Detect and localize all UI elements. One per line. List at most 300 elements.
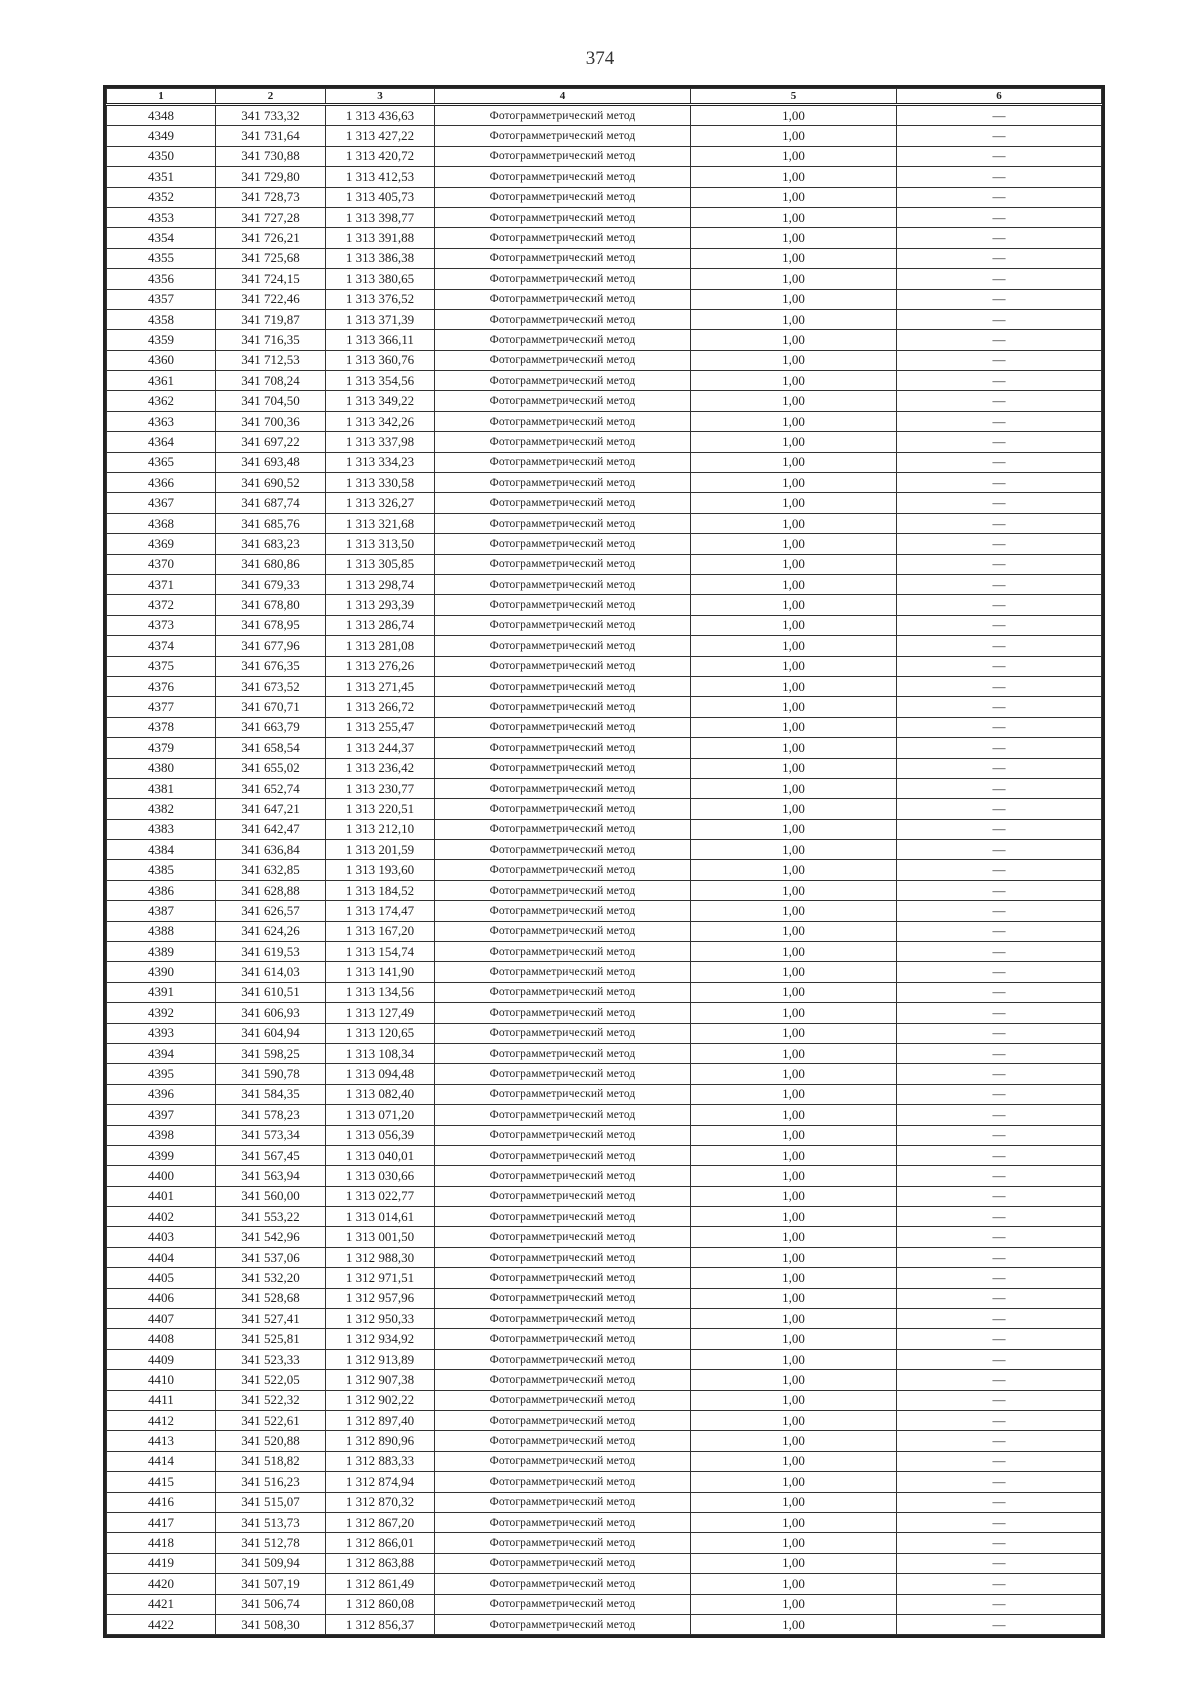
- point-number-cell: 4417: [107, 1512, 216, 1532]
- x-coordinate-cell: 341 693,48: [216, 452, 326, 472]
- accuracy-cell: 1,00: [691, 1472, 897, 1492]
- x-coordinate-cell: 341 676,35: [216, 656, 326, 676]
- description-cell: —: [897, 1145, 1102, 1165]
- x-coordinate-cell: 341 507,19: [216, 1574, 326, 1594]
- point-number-cell: 4367: [107, 493, 216, 513]
- description-cell: —: [897, 758, 1102, 778]
- method-cell: Фотограмметрический метод: [435, 636, 691, 656]
- method-cell: Фотограмметрический метод: [435, 146, 691, 166]
- method-cell: Фотограмметрический метод: [435, 371, 691, 391]
- table-row: [107, 840, 1102, 860]
- x-coordinate-cell: 341 673,52: [216, 676, 326, 696]
- method-cell: Фотограмметрический метод: [435, 676, 691, 696]
- accuracy-cell: 1,00: [691, 860, 897, 880]
- description-cell: —: [897, 962, 1102, 982]
- y-coordinate-cell: 1 313 094,48: [326, 1064, 435, 1084]
- description-cell: —: [897, 1614, 1102, 1634]
- y-coordinate-cell: 1 313 212,10: [326, 819, 435, 839]
- table-row: [107, 1043, 1102, 1063]
- table-row: [107, 1370, 1102, 1390]
- point-number-cell: 4366: [107, 473, 216, 493]
- description-cell: —: [897, 1594, 1102, 1614]
- accuracy-cell: 1,00: [691, 1370, 897, 1390]
- accuracy-cell: 1,00: [691, 717, 897, 737]
- table-row: [107, 513, 1102, 533]
- accuracy-cell: 1,00: [691, 1064, 897, 1084]
- accuracy-cell: 1,00: [691, 289, 897, 309]
- method-cell: Фотограмметрический метод: [435, 248, 691, 268]
- x-coordinate-cell: 341 515,07: [216, 1492, 326, 1512]
- table-row: [107, 676, 1102, 696]
- method-cell: Фотограмметрический метод: [435, 1390, 691, 1410]
- method-cell: Фотограмметрический метод: [435, 1084, 691, 1104]
- y-coordinate-cell: 1 312 863,88: [326, 1553, 435, 1573]
- y-coordinate-cell: 1 312 890,96: [326, 1431, 435, 1451]
- accuracy-cell: 1,00: [691, 1043, 897, 1063]
- x-coordinate-cell: 341 528,68: [216, 1288, 326, 1308]
- point-number-cell: 4369: [107, 534, 216, 554]
- description-cell: —: [897, 187, 1102, 207]
- y-coordinate-cell: 1 313 022,77: [326, 1186, 435, 1206]
- description-cell: —: [897, 1288, 1102, 1308]
- y-coordinate-cell: 1 313 134,56: [326, 982, 435, 1002]
- x-coordinate-cell: 341 525,81: [216, 1329, 326, 1349]
- accuracy-cell: 1,00: [691, 982, 897, 1002]
- x-coordinate-cell: 341 733,32: [216, 105, 326, 126]
- table-row: [107, 1023, 1102, 1043]
- description-cell: —: [897, 248, 1102, 268]
- y-coordinate-cell: 1 313 337,98: [326, 432, 435, 452]
- table-row: [107, 1431, 1102, 1451]
- description-cell: —: [897, 493, 1102, 513]
- x-coordinate-cell: 341 687,74: [216, 493, 326, 513]
- y-coordinate-cell: 1 312 902,22: [326, 1390, 435, 1410]
- x-coordinate-cell: 341 652,74: [216, 778, 326, 798]
- table-row: [107, 697, 1102, 717]
- y-coordinate-cell: 1 313 286,74: [326, 615, 435, 635]
- table-row: [107, 1268, 1102, 1288]
- accuracy-cell: 1,00: [691, 513, 897, 533]
- table-row: [107, 411, 1102, 431]
- point-number-cell: 4409: [107, 1349, 216, 1369]
- point-number-cell: 4355: [107, 248, 216, 268]
- y-coordinate-cell: 1 313 220,51: [326, 799, 435, 819]
- description-cell: —: [897, 717, 1102, 737]
- description-cell: —: [897, 534, 1102, 554]
- accuracy-cell: 1,00: [691, 1227, 897, 1247]
- accuracy-cell: 1,00: [691, 228, 897, 248]
- method-cell: Фотограмметрический метод: [435, 1431, 691, 1451]
- table-row: [107, 391, 1102, 411]
- table-row: [107, 1064, 1102, 1084]
- x-coordinate-cell: 341 729,80: [216, 167, 326, 187]
- x-coordinate-cell: 341 690,52: [216, 473, 326, 493]
- description-cell: —: [897, 1227, 1102, 1247]
- table-row: [107, 901, 1102, 921]
- accuracy-cell: 1,00: [691, 1553, 897, 1573]
- description-cell: —: [897, 1105, 1102, 1125]
- x-coordinate-cell: 341 708,24: [216, 371, 326, 391]
- method-cell: Фотограмметрический метод: [435, 207, 691, 227]
- column-header-4: 4: [435, 89, 691, 105]
- method-cell: Фотограмметрический метод: [435, 860, 691, 880]
- y-coordinate-cell: 1 313 321,68: [326, 513, 435, 533]
- method-cell: Фотограмметрический метод: [435, 187, 691, 207]
- y-coordinate-cell: 1 313 366,11: [326, 330, 435, 350]
- point-number-cell: 4420: [107, 1574, 216, 1594]
- table-row: [107, 1349, 1102, 1369]
- x-coordinate-cell: 341 719,87: [216, 309, 326, 329]
- x-coordinate-cell: 341 680,86: [216, 554, 326, 574]
- point-number-cell: 4364: [107, 432, 216, 452]
- method-cell: Фотограмметрический метод: [435, 574, 691, 594]
- point-number-cell: 4371: [107, 574, 216, 594]
- accuracy-cell: 1,00: [691, 391, 897, 411]
- table-row: [107, 289, 1102, 309]
- description-cell: —: [897, 1247, 1102, 1267]
- coordinates-table: [103, 85, 1105, 1638]
- x-coordinate-cell: 341 553,22: [216, 1207, 326, 1227]
- point-number-cell: 4421: [107, 1594, 216, 1614]
- point-number-cell: 4348: [107, 105, 216, 126]
- method-cell: Фотограмметрический метод: [435, 432, 691, 452]
- table-row: [107, 1186, 1102, 1206]
- table-row: [107, 778, 1102, 798]
- y-coordinate-cell: 1 313 412,53: [326, 167, 435, 187]
- method-cell: Фотограмметрический метод: [435, 554, 691, 574]
- point-number-cell: 4352: [107, 187, 216, 207]
- description-cell: —: [897, 1329, 1102, 1349]
- x-coordinate-cell: 341 563,94: [216, 1166, 326, 1186]
- point-number-cell: 4400: [107, 1166, 216, 1186]
- x-coordinate-cell: 341 724,15: [216, 269, 326, 289]
- method-cell: Фотограмметрический метод: [435, 1411, 691, 1431]
- y-coordinate-cell: 1 313 305,85: [326, 554, 435, 574]
- table-row: [107, 534, 1102, 554]
- point-number-cell: 4396: [107, 1084, 216, 1104]
- accuracy-cell: 1,00: [691, 248, 897, 268]
- point-number-cell: 4398: [107, 1125, 216, 1145]
- accuracy-cell: 1,00: [691, 1309, 897, 1329]
- point-number-cell: 4385: [107, 860, 216, 880]
- accuracy-cell: 1,00: [691, 595, 897, 615]
- point-number-cell: 4397: [107, 1105, 216, 1125]
- point-number-cell: 4356: [107, 269, 216, 289]
- description-cell: —: [897, 574, 1102, 594]
- y-coordinate-cell: 1 313 236,42: [326, 758, 435, 778]
- description-cell: —: [897, 656, 1102, 676]
- method-cell: Фотограмметрический метод: [435, 167, 691, 187]
- y-coordinate-cell: 1 313 342,26: [326, 411, 435, 431]
- point-number-cell: 4389: [107, 942, 216, 962]
- x-coordinate-cell: 341 716,35: [216, 330, 326, 350]
- method-cell: Фотограмметрический метод: [435, 1268, 691, 1288]
- y-coordinate-cell: 1 313 255,47: [326, 717, 435, 737]
- method-cell: Фотограмметрический метод: [435, 1125, 691, 1145]
- description-cell: —: [897, 371, 1102, 391]
- y-coordinate-cell: 1 313 174,47: [326, 901, 435, 921]
- x-coordinate-cell: 341 522,61: [216, 1411, 326, 1431]
- description-cell: —: [897, 1553, 1102, 1573]
- point-number-cell: 4353: [107, 207, 216, 227]
- method-cell: Фотограмметрический метод: [435, 656, 691, 676]
- method-cell: Фотограмметрический метод: [435, 1043, 691, 1063]
- description-cell: —: [897, 1349, 1102, 1369]
- x-coordinate-cell: 341 636,84: [216, 840, 326, 860]
- accuracy-cell: 1,00: [691, 1349, 897, 1369]
- description-cell: —: [897, 799, 1102, 819]
- description-cell: —: [897, 330, 1102, 350]
- description-cell: —: [897, 1411, 1102, 1431]
- accuracy-cell: 1,00: [691, 799, 897, 819]
- accuracy-cell: 1,00: [691, 411, 897, 431]
- x-coordinate-cell: 341 584,35: [216, 1084, 326, 1104]
- x-coordinate-cell: 341 590,78: [216, 1064, 326, 1084]
- description-cell: —: [897, 982, 1102, 1002]
- point-number-cell: 4349: [107, 126, 216, 146]
- accuracy-cell: 1,00: [691, 1023, 897, 1043]
- description-cell: —: [897, 1390, 1102, 1410]
- accuracy-cell: 1,00: [691, 1207, 897, 1227]
- table-row: [107, 860, 1102, 880]
- x-coordinate-cell: 341 508,30: [216, 1614, 326, 1634]
- method-cell: Фотограмметрический метод: [435, 901, 691, 921]
- description-cell: —: [897, 473, 1102, 493]
- table-row: [107, 880, 1102, 900]
- accuracy-cell: 1,00: [691, 942, 897, 962]
- table-row: [107, 1003, 1102, 1023]
- x-coordinate-cell: 341 647,21: [216, 799, 326, 819]
- description-cell: —: [897, 1309, 1102, 1329]
- accuracy-cell: 1,00: [691, 493, 897, 513]
- y-coordinate-cell: 1 312 957,96: [326, 1288, 435, 1308]
- y-coordinate-cell: 1 313 108,34: [326, 1043, 435, 1063]
- y-coordinate-cell: 1 313 380,65: [326, 269, 435, 289]
- method-cell: Фотограмметрический метод: [435, 350, 691, 370]
- method-cell: Фотограмметрический метод: [435, 513, 691, 533]
- accuracy-cell: 1,00: [691, 819, 897, 839]
- accuracy-cell: 1,00: [691, 1411, 897, 1431]
- x-coordinate-cell: 341 685,76: [216, 513, 326, 533]
- method-cell: Фотограмметрический метод: [435, 1492, 691, 1512]
- y-coordinate-cell: 1 312 988,30: [326, 1247, 435, 1267]
- table-row: [107, 330, 1102, 350]
- table-body: [107, 105, 1102, 1635]
- method-cell: Фотограмметрический метод: [435, 1023, 691, 1043]
- point-number-cell: 4357: [107, 289, 216, 309]
- x-coordinate-cell: 341 537,06: [216, 1247, 326, 1267]
- point-number-cell: 4393: [107, 1023, 216, 1043]
- point-number-cell: 4368: [107, 513, 216, 533]
- point-number-cell: 4419: [107, 1553, 216, 1573]
- x-coordinate-cell: 341 697,22: [216, 432, 326, 452]
- accuracy-cell: 1,00: [691, 1145, 897, 1165]
- description-cell: —: [897, 1207, 1102, 1227]
- accuracy-cell: 1,00: [691, 309, 897, 329]
- y-coordinate-cell: 1 313 349,22: [326, 391, 435, 411]
- y-coordinate-cell: 1 313 040,01: [326, 1145, 435, 1165]
- table-row: [107, 921, 1102, 941]
- accuracy-cell: 1,00: [691, 574, 897, 594]
- method-cell: Фотограмметрический метод: [435, 1472, 691, 1492]
- y-coordinate-cell: 1 313 230,77: [326, 778, 435, 798]
- y-coordinate-cell: 1 313 154,74: [326, 942, 435, 962]
- y-coordinate-cell: 1 313 293,39: [326, 595, 435, 615]
- point-number-cell: 4381: [107, 778, 216, 798]
- point-number-cell: 4372: [107, 595, 216, 615]
- x-coordinate-cell: 341 506,74: [216, 1594, 326, 1614]
- accuracy-cell: 1,00: [691, 1533, 897, 1553]
- description-cell: —: [897, 880, 1102, 900]
- method-cell: Фотограмметрический метод: [435, 1166, 691, 1186]
- x-coordinate-cell: 341 725,68: [216, 248, 326, 268]
- accuracy-cell: 1,00: [691, 534, 897, 554]
- table-row: [107, 1227, 1102, 1247]
- y-coordinate-cell: 1 313 001,50: [326, 1227, 435, 1247]
- point-number-cell: 4395: [107, 1064, 216, 1084]
- method-cell: Фотограмметрический метод: [435, 717, 691, 737]
- point-number-cell: 4406: [107, 1288, 216, 1308]
- table-row: [107, 1145, 1102, 1165]
- table-row: [107, 371, 1102, 391]
- point-number-cell: 4415: [107, 1472, 216, 1492]
- point-number-cell: 4354: [107, 228, 216, 248]
- y-coordinate-cell: 1 313 354,56: [326, 371, 435, 391]
- x-coordinate-cell: 341 642,47: [216, 819, 326, 839]
- description-cell: —: [897, 1084, 1102, 1104]
- accuracy-cell: 1,00: [691, 1247, 897, 1267]
- x-coordinate-cell: 341 728,73: [216, 187, 326, 207]
- x-coordinate-cell: 341 628,88: [216, 880, 326, 900]
- description-cell: —: [897, 228, 1102, 248]
- y-coordinate-cell: 1 313 391,88: [326, 228, 435, 248]
- description-cell: —: [897, 1512, 1102, 1532]
- accuracy-cell: 1,00: [691, 697, 897, 717]
- description-cell: —: [897, 1064, 1102, 1084]
- point-number-cell: 4361: [107, 371, 216, 391]
- x-coordinate-cell: 341 509,94: [216, 1553, 326, 1573]
- x-coordinate-cell: 341 678,80: [216, 595, 326, 615]
- y-coordinate-cell: 1 312 934,92: [326, 1329, 435, 1349]
- y-coordinate-cell: 1 313 030,66: [326, 1166, 435, 1186]
- table-row: [107, 493, 1102, 513]
- method-cell: Фотограмметрический метод: [435, 1288, 691, 1308]
- table-row: [107, 819, 1102, 839]
- point-number-cell: 4373: [107, 615, 216, 635]
- table-row: [107, 1533, 1102, 1553]
- table-row: [107, 126, 1102, 146]
- accuracy-cell: 1,00: [691, 676, 897, 696]
- table-row: [107, 1512, 1102, 1532]
- x-coordinate-cell: 341 598,25: [216, 1043, 326, 1063]
- method-cell: Фотограмметрический метод: [435, 1329, 691, 1349]
- point-number-cell: 4422: [107, 1614, 216, 1634]
- description-cell: —: [897, 269, 1102, 289]
- table-row: [107, 799, 1102, 819]
- y-coordinate-cell: 1 313 398,77: [326, 207, 435, 227]
- description-cell: —: [897, 1023, 1102, 1043]
- x-coordinate-cell: 341 704,50: [216, 391, 326, 411]
- description-cell: —: [897, 289, 1102, 309]
- accuracy-cell: 1,00: [691, 126, 897, 146]
- point-number-cell: 4412: [107, 1411, 216, 1431]
- x-coordinate-cell: 341 532,20: [216, 1268, 326, 1288]
- y-coordinate-cell: 1 313 436,63: [326, 105, 435, 126]
- y-coordinate-cell: 1 313 360,76: [326, 350, 435, 370]
- table-row: [107, 962, 1102, 982]
- y-coordinate-cell: 1 313 120,65: [326, 1023, 435, 1043]
- y-coordinate-cell: 1 312 897,40: [326, 1411, 435, 1431]
- description-cell: —: [897, 840, 1102, 860]
- method-cell: Фотограмметрический метод: [435, 1145, 691, 1165]
- description-cell: —: [897, 105, 1102, 126]
- point-number-cell: 4403: [107, 1227, 216, 1247]
- description-cell: —: [897, 432, 1102, 452]
- point-number-cell: 4401: [107, 1186, 216, 1206]
- y-coordinate-cell: 1 313 371,39: [326, 309, 435, 329]
- method-cell: Фотограмметрический метод: [435, 473, 691, 493]
- y-coordinate-cell: 1 313 326,27: [326, 493, 435, 513]
- table-row: [107, 1594, 1102, 1614]
- accuracy-cell: 1,00: [691, 921, 897, 941]
- description-cell: —: [897, 1043, 1102, 1063]
- description-cell: —: [897, 207, 1102, 227]
- point-number-cell: 4411: [107, 1390, 216, 1410]
- y-coordinate-cell: 1 313 184,52: [326, 880, 435, 900]
- accuracy-cell: 1,00: [691, 146, 897, 166]
- method-cell: Фотограмметрический метод: [435, 880, 691, 900]
- x-coordinate-cell: 341 606,93: [216, 1003, 326, 1023]
- description-cell: —: [897, 554, 1102, 574]
- accuracy-cell: 1,00: [691, 167, 897, 187]
- point-number-cell: 4374: [107, 636, 216, 656]
- table-row: [107, 656, 1102, 676]
- x-coordinate-cell: 341 619,53: [216, 942, 326, 962]
- x-coordinate-cell: 341 678,95: [216, 615, 326, 635]
- y-coordinate-cell: 1 313 313,50: [326, 534, 435, 554]
- description-cell: —: [897, 1574, 1102, 1594]
- table-row: [107, 1411, 1102, 1431]
- method-cell: Фотограмметрический метод: [435, 1003, 691, 1023]
- accuracy-cell: 1,00: [691, 1003, 897, 1023]
- x-coordinate-cell: 341 518,82: [216, 1451, 326, 1471]
- y-coordinate-cell: 1 312 856,37: [326, 1614, 435, 1634]
- description-cell: —: [897, 309, 1102, 329]
- description-cell: —: [897, 391, 1102, 411]
- method-cell: Фотограмметрический метод: [435, 126, 691, 146]
- table-row: [107, 1288, 1102, 1308]
- accuracy-cell: 1,00: [691, 1329, 897, 1349]
- table-header-row: [107, 89, 1102, 105]
- description-cell: —: [897, 1003, 1102, 1023]
- method-cell: Фотограмметрический метод: [435, 962, 691, 982]
- accuracy-cell: 1,00: [691, 330, 897, 350]
- point-number-cell: 4408: [107, 1329, 216, 1349]
- y-coordinate-cell: 1 313 334,23: [326, 452, 435, 472]
- y-coordinate-cell: 1 313 281,08: [326, 636, 435, 656]
- method-cell: Фотограмметрический метод: [435, 309, 691, 329]
- accuracy-cell: 1,00: [691, 1492, 897, 1512]
- x-coordinate-cell: 341 663,79: [216, 717, 326, 737]
- column-header-2: 2: [216, 89, 326, 105]
- x-coordinate-cell: 341 520,88: [216, 1431, 326, 1451]
- x-coordinate-cell: 341 560,00: [216, 1186, 326, 1206]
- y-coordinate-cell: 1 312 950,33: [326, 1309, 435, 1329]
- x-coordinate-cell: 341 632,85: [216, 860, 326, 880]
- y-coordinate-cell: 1 312 913,89: [326, 1349, 435, 1369]
- table-row: [107, 1329, 1102, 1349]
- table-row: [107, 717, 1102, 737]
